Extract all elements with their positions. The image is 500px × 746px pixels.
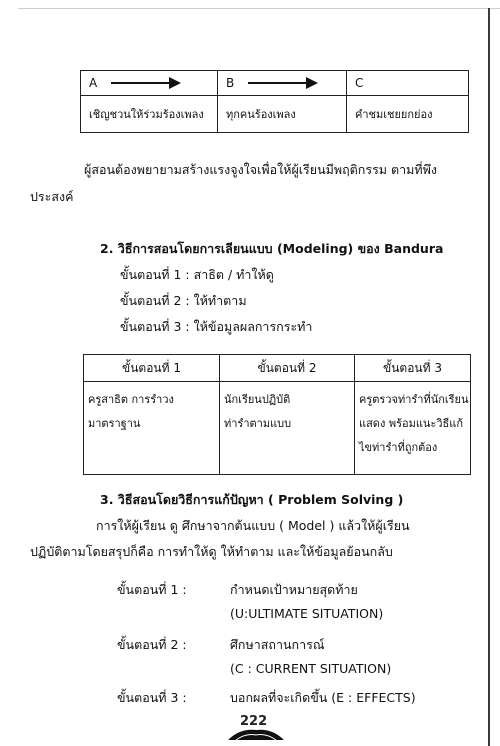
section3-heading: 3. วิธีสอนโดยวิธีการแก้ปัญหา ( Problem Solving ) [100,492,404,507]
steps-cell-3-line: ไขท่ารำที่ถูกต้อง [359,441,438,454]
section3-step-2-label: ขั้นตอนที่ 2 : [117,637,187,652]
steps-table-header-row [84,355,471,382]
steps-cell-3 [355,382,471,475]
abc-cell-a: เชิญชวนให้ร่วมร้องเพลง [81,96,218,133]
section3-step-2-sub: (C : CURRENT SITUATION) [230,661,392,676]
section2-step-1: ขั้นตอนที่ 1 : สาธิต / ทำให้ดู [120,267,274,282]
page-edge-right [488,8,490,746]
steps-cell-3-line: แสดง พร้อมแนะวิธีแก้ [359,417,463,430]
page-number: 222 [240,714,268,729]
steps-table [83,354,471,475]
para1-line1: ผู้สอนต้องพยายามสร้างแรงจูงใจเพื่อให้ผู้เรียนมีพฤติกรรม ตามที่พึง [84,162,437,177]
steps-cell-1-line: มาตราฐาน [88,417,141,430]
abc-header-b-label: B [226,76,235,90]
steps-cell-2-line: นักเรียนปฏิบัติ [224,393,291,406]
steps-cell-2-line: ท่ารำตามแบบ [224,417,292,430]
abc-header-b [218,71,347,96]
steps-cell-1 [84,382,220,475]
section2-heading: 2. วิธีการสอนโดยการเลียนแบบ (Modeling) ของ Bandura [100,241,444,256]
section2-step-2: ขั้นตอนที่ 2 : ให้ทำตาม [120,293,247,308]
section3-line2: ปฏิบัติตามโดยสรุปก็คือ การทำให้ดู ให้ทำตาม และให้ข้อมูลย้อนกลับ [30,544,393,559]
section3-step-2-text: ศึกษาสถานการณ์ [230,637,325,652]
section3-step-3-label: ขั้นตอนที่ 3 : [117,690,187,705]
section3-step-1-sub: (U:ULTIMATE SITUATION) [230,606,384,621]
abc-table-row [81,96,469,133]
page-edge-top [18,8,500,9]
abc-cell-c: คำชมเชยยกย่อง [347,96,469,133]
steps-table-row [84,382,471,475]
steps-cell-2 [220,382,355,475]
arrow-right-icon [248,77,318,89]
section3-line1: การให้ผู้เรียน ดู ศึกษาจากต้นแบบ ( Model ) แล้วให้ผู้เรียน [96,518,410,533]
abc-table-header-row [81,71,469,96]
steps-header-1: ขั้นตอนที่ 1 [84,355,220,382]
abc-header-c-label: C [355,76,364,90]
steps-header-3: ขั้นตอนที่ 3 [355,355,471,382]
abc-header-a [81,71,218,96]
steps-cell-3-line: ครูตรวจท่ารำที่นักเรียน [359,393,469,406]
para1-line2: ประสงค์ [30,189,74,204]
abc-cell-b: ทุกคนร้องเพลง [218,96,347,133]
arrow-right-icon [111,77,181,89]
section3-step-1-text: กำหนดเป้าหมายสุดท้าย [230,582,358,597]
abc-header-a-label: A [89,76,98,90]
steps-header-2: ขั้นตอนที่ 2 [220,355,355,382]
section2-step-3: ขั้นตอนที่ 3 : ให้ข้อมูลผลการกระทำ [120,319,313,334]
steps-cell-1-line: ครูสาธิต การรำวง [88,393,174,406]
abc-table [80,70,469,133]
abc-header-c [347,71,469,96]
section3-step-3-text: บอกผลที่จะเกิดขึ้น (E : EFFECTS) [230,690,416,705]
section3-step-1-label: ขั้นตอนที่ 1 : [117,582,187,597]
